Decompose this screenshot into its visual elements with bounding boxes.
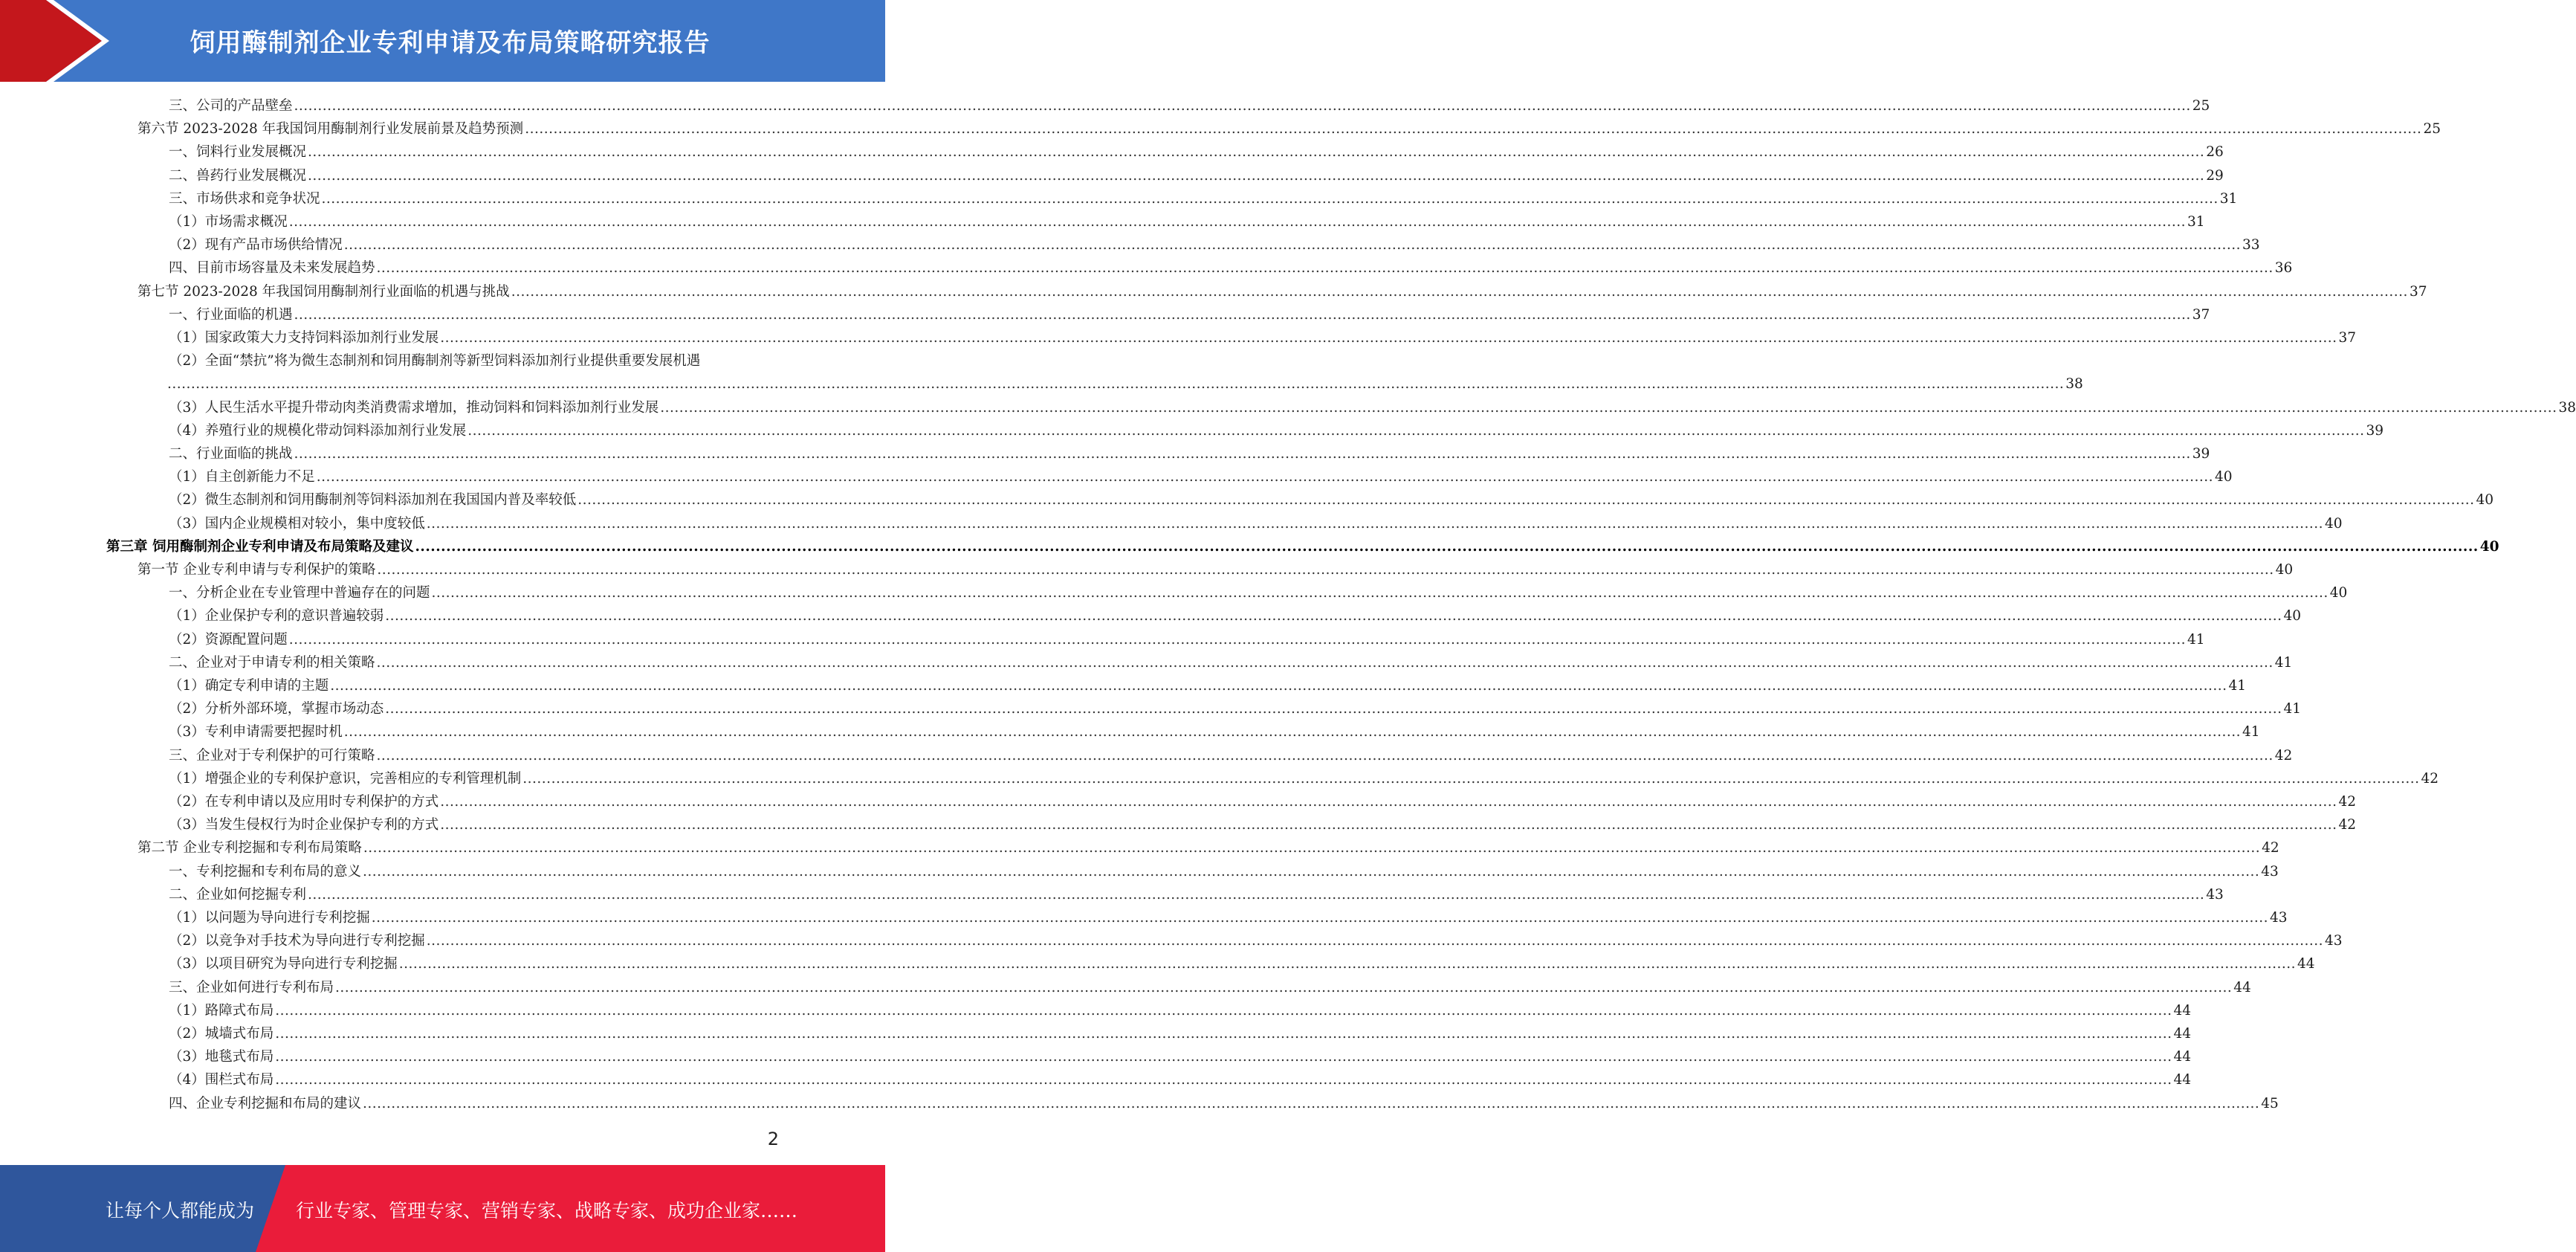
toc-entry-page: 44 (2233, 979, 2251, 996)
toc-entry-page: 25 (2192, 98, 2210, 114)
toc-entry-label: 四、企业专利挖掘和布局的建议 (169, 1095, 362, 1111)
toc-leader-dots: ................................................................................................................................................................................................................................................................................................................................................................................................................ (321, 190, 2219, 207)
toc-leader-dots: ................................................................................................................................................................................................................................................................................................................................................................................................................ (308, 167, 2205, 184)
toc-leader-dots: ................................................................................................................................................................................................................................................................................................................................................................................................................ (522, 770, 2420, 787)
toc-entry[interactable] (169, 349, 778, 372)
toc-entry-page: 41 (2283, 701, 2302, 717)
toc-leader-dots: ................................................................................................................................................................................................................................................................................................................................................................................................................ (275, 1072, 2172, 1088)
toc-leader-dots: ................................................................................................................................................................................................................................................................................................................................................................................................................ (385, 701, 2282, 717)
footer-slogan-right: 行业专家、管理专家、营销专家、战略专家、成功企业家…… (296, 1200, 798, 1222)
toc-entry-page: 44 (2173, 1026, 2192, 1042)
toc-entry-label: 三、市场供求和竞争状况 (169, 190, 320, 207)
toc-leader-dots: ................................................................................................................................................................................................................................................................................................................................................................................................................ (376, 260, 2274, 277)
toc-entry[interactable] (169, 674, 2247, 697)
toc-entry[interactable] (169, 164, 2224, 187)
toc-entry-label: （2）现有产品市场供给情况 (169, 237, 343, 254)
toc-entry-page: 39 (2192, 446, 2210, 462)
toc-entry-page: 44 (2173, 1072, 2192, 1088)
toc-entry[interactable] (137, 558, 2294, 581)
toc-leader-dots: ................................................................................................................................................................................................................................................................................................................................................................................................................ (343, 724, 2242, 740)
toc-leader-dots: ................................................................................................................................................................................................................................................................................................................................................................................................................ (330, 678, 2227, 694)
toc-entry-label: 三、企业如何进行专利布局 (169, 979, 334, 996)
toc-leader-dots: ................................................................................................................................................................................................................................................................................................................................................................................................................ (275, 1026, 2172, 1042)
toc-entry-page: 40 (2275, 562, 2294, 578)
toc-leader-dots: ................................................................................................................................................................................................................................................................................................................................................................................................................ (467, 422, 2365, 439)
toc-leader-dots: ................................................................................................................................................................................................................................................................................................................................................................................................................ (415, 538, 2479, 555)
toc-entry-page: 42 (2262, 840, 2279, 856)
toc-entry-label: （3）当发生侵权行为时企业保护专利的方式 (169, 817, 439, 833)
toc-entry-page: 36 (2274, 260, 2293, 277)
toc-entry[interactable] (169, 141, 2224, 164)
toc-leader-dots: ................................................................................................................................................................................................................................................................................................................................................................................................................ (294, 446, 2191, 462)
toc-leader-dots: ................................................................................................................................................................................................................................................................................................................................................................................................................ (660, 399, 2557, 416)
toc-entry-page: 43 (2325, 933, 2343, 949)
toc-entry-page: 44 (2173, 1049, 2192, 1065)
toc-entry[interactable] (169, 1092, 2279, 1115)
toc-entry-label: （2）以竞争对手技术为导向进行专利挖掘 (169, 933, 425, 949)
toc-entry-page: 42 (2274, 747, 2293, 764)
toc-entry-page: 41 (2274, 654, 2293, 671)
toc-entry-page: 40 (2215, 469, 2233, 485)
toc-entry-page: 42 (2338, 817, 2357, 833)
toc-entry[interactable] (169, 813, 2357, 836)
toc-entry-page: 43 (2261, 863, 2279, 880)
toc-leader-dots: ................................................................................................................................................................................................................................................................................................................................................................................................................ (398, 956, 2297, 972)
toc-entry-page: 26 (2206, 144, 2224, 161)
toc-leader-dots: ................................................................................................................................................................................................................................................................................................................................................................................................................ (316, 469, 2214, 485)
report-title: 饲用酶制剂企业专利申请及布局策略研究报告 (190, 28, 711, 58)
toc-entry-label: 第三章 饲用酶制剂企业专利申请及布局策略及建议 (106, 538, 414, 555)
toc-entry[interactable] (169, 1022, 2192, 1045)
toc-entry-label: （1）自主创新能力不足 (169, 469, 315, 485)
footer-slogan-left: 让每个人都能成为 (106, 1200, 255, 1222)
toc-entry[interactable] (169, 790, 2357, 813)
toc-entry[interactable] (169, 512, 2343, 535)
toc-entry-page: 40 (2479, 538, 2499, 555)
toc-entry[interactable] (169, 720, 2260, 743)
toc-leader-dots: ................................................................................................................................................................................................................................................................................................................................................................................................................ (376, 654, 2274, 671)
toc-entry-label: （3）地毯式布局 (169, 1049, 274, 1065)
toc-entry-label: （2）在专利申请以及应用时专利保护的方式 (169, 794, 439, 810)
toc-entry-page: 38 (2065, 376, 2083, 393)
toc-leader-dots: ................................................................................................................................................................................................................................................................................................................................................................................................................ (288, 631, 2187, 648)
toc-leader-dots: ................................................................................................................................................................................................................................................................................................................................................................................................................ (335, 979, 2233, 996)
toc-leader-dots: ................................................................................................................................................................................................................................................................................................................................................................................................................ (288, 214, 2187, 230)
toc-leader-dots: ................................................................................................................................................................................................................................................................................................................................................................................................................ (377, 562, 2274, 578)
toc-entry-label: （3）人民生活水平提升带动肉类消费需求增加，推动饲料和饲料添加剂行业发展 (169, 399, 659, 416)
toc-leader-dots: ................................................................................................................................................................................................................................................................................................................................................................................................................ (275, 1002, 2172, 1019)
toc-entry-label: （1）路障式布局 (169, 1002, 274, 1019)
toc-entry[interactable] (169, 628, 2205, 651)
toc-entry-label: 一、分析企业在专业管理中普遍存在的问题 (169, 585, 430, 601)
toc-entry-label: 二、行业面临的挑战 (169, 446, 293, 462)
toc-entry[interactable] (169, 976, 2251, 999)
toc-entry-page: 25 (2423, 121, 2441, 138)
toc-entry[interactable] (169, 860, 2279, 883)
toc-entry-page: 29 (2206, 167, 2224, 184)
toc-chapter-entry[interactable] (106, 535, 2499, 558)
page-footer (0, 1165, 885, 1252)
toc-entry[interactable] (169, 465, 2233, 488)
toc-entry-page: 43 (2270, 910, 2288, 926)
toc-entry-label: 第二节 企业专利挖掘和专利布局策略 (137, 840, 362, 856)
toc-entry[interactable] (169, 442, 2210, 465)
toc-entry[interactable] (169, 999, 2192, 1022)
toc-entry-page: 40 (2329, 585, 2348, 601)
toc-entry-label: （4）养殖行业的规模化带动饲料添加剂行业发展 (169, 422, 467, 439)
page-header (0, 0, 885, 82)
toc-entry-label: （4）围栏式布局 (169, 1072, 274, 1088)
toc-leader-dots: ................................................................................................................................................................................................................................................................................................................................................................................................................ (294, 98, 2191, 114)
toc-entry-label: （1）增强企业的专利保护意识，完善相应的专利管理机制 (169, 770, 522, 787)
toc-leader-dots: ................................................................................................................................................................................................................................................................................................................................................................................................................ (426, 933, 2324, 949)
toc-entry-label: （2）城墙式布局 (169, 1026, 274, 1042)
toc-leader-dots: ................................................................................................................................................................................................................................................................................................................................................................................................................ (440, 794, 2337, 810)
toc-entry[interactable] (169, 488, 2494, 512)
toc-entry-page: 37 (2409, 283, 2427, 300)
toc-entry[interactable] (169, 604, 2302, 627)
toc-entry[interactable] (169, 883, 2224, 906)
toc-entry-page: 42 (2421, 770, 2439, 787)
toc-entry[interactable] (169, 929, 2343, 952)
toc-entry-label: 一、饲料行业发展概况 (169, 144, 307, 161)
toc-entry-page: 37 (2192, 306, 2210, 323)
toc-entry-page: 38 (2558, 399, 2576, 416)
toc-leader-dots: ................................................................................................................................................................................................................................................................................................................................................................................................................ (308, 886, 2205, 903)
toc-entry[interactable] (137, 280, 2427, 303)
toc-entry-label: 二、企业如何挖掘专利 (169, 886, 307, 903)
toc-entry-label: （2）资源配置问题 (169, 631, 288, 648)
toc-entry-label: （3）以项目研究为导向进行专利挖掘 (169, 956, 398, 972)
toc-entry-label: 一、专利挖掘和专利布局的意义 (169, 863, 362, 880)
toc-entry[interactable] (169, 187, 2238, 210)
toc-entry[interactable] (169, 906, 2288, 929)
toc-leader-dots: ................................................................................................................................................................................................................................................................................................................................................................................................................ (385, 608, 2282, 625)
toc-entry[interactable] (169, 210, 2205, 233)
toc-entry-continuation[interactable] (167, 372, 2083, 396)
toc-entry-page: 39 (2366, 422, 2384, 439)
toc-leader-dots: ................................................................................................................................................................................................................................................................................................................................................................................................................ (426, 515, 2324, 532)
toc-entry-label: 二、兽药行业发展概况 (169, 167, 307, 184)
toc-entry[interactable] (137, 117, 2441, 141)
toc-entry-label: （3）国内企业规模相对较小，集中度较低 (169, 515, 425, 532)
toc-entry[interactable] (169, 303, 2210, 326)
toc-entry-page: 43 (2206, 886, 2224, 903)
toc-entry[interactable] (169, 1068, 2192, 1091)
toc-entry[interactable] (169, 326, 2357, 349)
toc-leader-dots: ................................................................................................................................................................................................................................................................................................................................................................................................................ (167, 376, 2065, 393)
toc-entry-label: （2）全面“禁抗”将为微生态制剂和饲用酶制剂等新型饲料添加剂行业提供重要发展机遇 (169, 353, 701, 370)
toc-leader-dots: ................................................................................................................................................................................................................................................................................................................................................................................................................ (294, 306, 2191, 323)
toc-entry-page: 41 (2242, 724, 2260, 740)
toc-leader-dots: ................................................................................................................................................................................................................................................................................................................................................................................................................ (376, 747, 2274, 764)
toc-leader-dots: ................................................................................................................................................................................................................................................................................................................................................................................................................ (525, 121, 2422, 138)
toc-leader-dots: ................................................................................................................................................................................................................................................................................................................................................................................................................ (363, 1095, 2260, 1111)
toc-entry[interactable] (169, 767, 2439, 790)
toc-leader-dots: ................................................................................................................................................................................................................................................................................................................................................................................................................ (363, 840, 2261, 856)
page-number: 2 (767, 1129, 779, 1149)
toc-entry-page: 40 (2476, 492, 2494, 509)
toc-entry[interactable] (169, 744, 2293, 767)
toc-entry-page: 41 (2187, 631, 2205, 648)
toc-entry[interactable] (169, 651, 2293, 674)
toc-entry[interactable] (169, 581, 2348, 604)
toc-leader-dots: ................................................................................................................................................................................................................................................................................................................................................................................................................ (511, 283, 2408, 300)
toc-entry-page: 37 (2338, 330, 2357, 346)
toc-entry-label: 第一节 企业专利申请与专利保护的策略 (137, 562, 376, 578)
toc-entry-page: 33 (2242, 237, 2260, 254)
toc-leader-dots: ................................................................................................................................................................................................................................................................................................................................................................................................................ (371, 910, 2269, 926)
toc-entry-label: （2）分析外部环境，掌握市场动态 (169, 701, 384, 717)
toc-entry[interactable] (169, 233, 2260, 256)
toc-entry-page: 44 (2173, 1002, 2192, 1019)
toc-leader-dots: ................................................................................................................................................................................................................................................................................................................................................................................................................ (577, 492, 2475, 509)
toc-leader-dots: ................................................................................................................................................................................................................................................................................................................................................................................................................ (440, 330, 2337, 346)
toc-entry-label: 第六节 2023-2028 年我国饲用酶制剂行业发展前景及趋势预测 (137, 121, 524, 138)
toc-entry[interactable] (169, 256, 2293, 280)
toc-entry[interactable] (169, 952, 2315, 975)
toc-entry-page: 31 (2187, 214, 2205, 230)
toc-entry[interactable] (169, 94, 2210, 117)
toc-leader-dots: ................................................................................................................................................................................................................................................................................................................................................................................................................ (308, 144, 2205, 161)
toc-leader-dots: ................................................................................................................................................................................................................................................................................................................................................................................................................ (440, 817, 2337, 833)
toc-entry-label: （1）市场需求概况 (169, 214, 288, 230)
toc-entry-label: 一、行业面临的机遇 (169, 306, 293, 323)
toc-entry-page: 41 (2228, 678, 2247, 694)
toc-entry-label: 第七节 2023-2028 年我国饲用酶制剂行业面临的机遇与挑战 (137, 283, 510, 300)
toc-entry[interactable] (169, 697, 2302, 720)
toc-entry-label: 三、公司的产品壁垒 (169, 98, 293, 114)
toc-entry[interactable] (169, 1045, 2192, 1068)
toc-entry-label: （1）企业保护专利的意识普遍较弱 (169, 608, 384, 625)
toc-entry-page: 31 (2219, 190, 2238, 207)
toc-entry-label: （2）微生态制剂和饲用酶制剂等饲料添加剂在我国国内普及率较低 (169, 492, 577, 509)
toc-entry-label: （1）确定专利申请的主题 (169, 678, 329, 694)
toc-entry-label: （1）以问题为导向进行专利挖掘 (169, 910, 370, 926)
toc-entry-label: 三、企业对于专利保护的可行策略 (169, 747, 375, 764)
toc-entry-page: 40 (2283, 608, 2302, 625)
toc-leader-dots: ................................................................................................................................................................................................................................................................................................................................................................................................................ (431, 585, 2329, 601)
toc-entry[interactable] (169, 419, 2384, 442)
toc-leader-dots: ................................................................................................................................................................................................................................................................................................................................................................................................................ (363, 863, 2260, 880)
toc-leader-dots: ................................................................................................................................................................................................................................................................................................................................................................................................................ (343, 237, 2242, 254)
toc-entry-page: 40 (2325, 515, 2343, 532)
toc-entry-page: 45 (2261, 1095, 2279, 1111)
toc-entry-label: （1）国家政策大力支持饲料添加剂行业发展 (169, 330, 439, 346)
toc-entry-page: 42 (2338, 794, 2357, 810)
toc-entry-page: 44 (2297, 956, 2315, 972)
toc-entry-label: 四、目前市场容量及未来发展趋势 (169, 260, 375, 277)
toc-entry[interactable] (169, 396, 2576, 419)
toc-entry[interactable] (137, 836, 2279, 859)
toc-entry-label: 二、企业对于申请专利的相关策略 (169, 654, 375, 671)
toc-entry-label: （3）专利申请需要把握时机 (169, 724, 343, 740)
toc-leader-dots: ................................................................................................................................................................................................................................................................................................................................................................................................................ (275, 1049, 2172, 1065)
